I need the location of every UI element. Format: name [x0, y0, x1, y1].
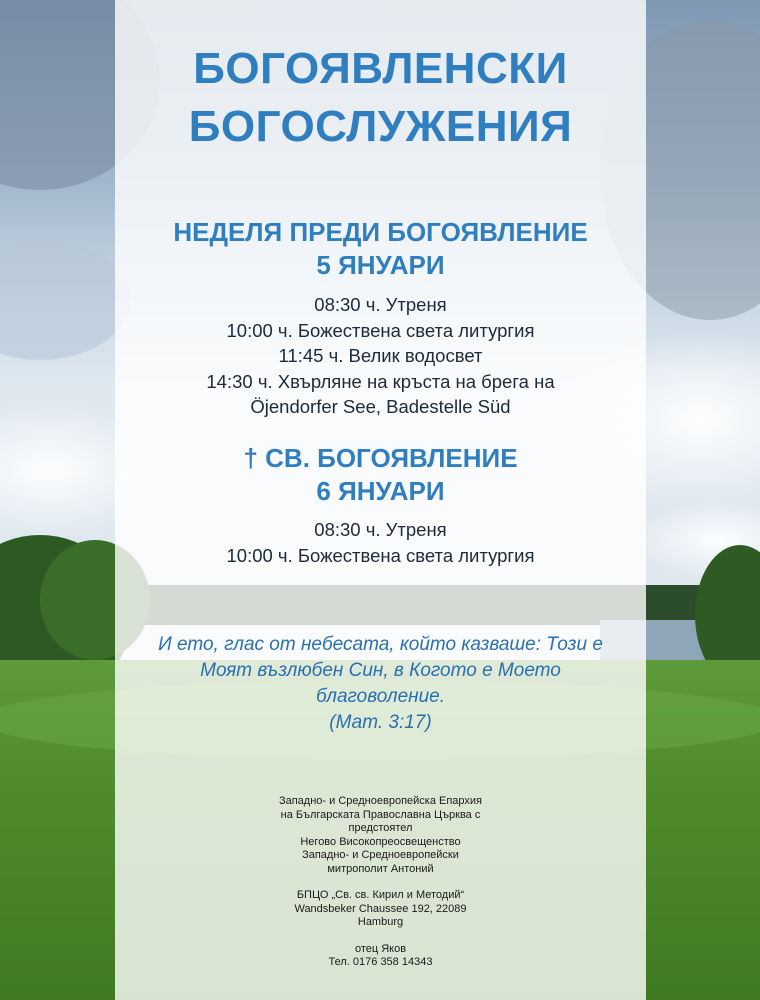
parish-line: БПЦО „Св. св. Кирил и Методий“: [296, 889, 465, 901]
priest-name: отец Яков: [354, 942, 407, 955]
parish-address-line: Wandsbeker Chaussee 192, 22089: [294, 902, 467, 915]
quote-line: Моят възлюбен Син, в Когото е Моето: [200, 660, 561, 681]
title-line: БОГОСЛУЖЕНИЯ: [188, 102, 573, 151]
diocese-line: Негово Високопреосвещенство: [300, 835, 461, 848]
spacer: [115, 876, 646, 889]
schedule-item: 08:30 ч. Утреня: [314, 294, 447, 315]
section-heading-theophany: [115, 442, 646, 508]
quote-reference: (Мат. 3:17): [329, 712, 432, 733]
section-heading-sunday: [115, 216, 646, 282]
spacer: [115, 930, 646, 943]
phone-number: Тел. 0176 358 14343: [328, 956, 433, 968]
diocese-line: Западно- и Средноевропейски: [302, 849, 459, 861]
title-line: БОГОЯВЛЕНСКИ: [193, 44, 568, 93]
schedule-item: 08:30 ч. Утреня: [314, 519, 447, 540]
section-heading-date: 6 ЯНУАРИ: [316, 476, 445, 506]
diocese-line: митрополит Антоний: [327, 862, 434, 875]
schedule-list-theophany: [115, 517, 646, 568]
footer-info: [115, 795, 646, 970]
parish-city-line: Hamburg: [357, 916, 404, 928]
page-title: [115, 40, 646, 156]
quote-line: благоволение.: [315, 686, 446, 707]
diocese-line: Западно- и Средноевропейска Епархия: [278, 795, 483, 807]
diocese-line: предстоятел: [348, 822, 413, 834]
schedule-item: 14:30 ч. Хвърляне на кръста на брега на: [206, 370, 555, 392]
quote-line: И ето, глас от небесата, който казваше: Този е: [158, 634, 603, 655]
scripture-quote: [115, 632, 646, 736]
diocese-line: на Българската Православна Църква с: [280, 808, 481, 821]
section-heading-date: 5 ЯНУАРИ: [316, 250, 445, 280]
section-heading-line: НЕДЕЛЯ ПРЕДИ БОГОЯВЛЕНИЕ: [173, 217, 588, 247]
schedule-list-sunday: [115, 292, 646, 420]
schedule-item: Öjendorfer See, Badestelle Süd: [250, 396, 511, 417]
schedule-item: 11:45 ч. Велик водосвет: [278, 345, 483, 366]
schedule-item: 10:00 ч. Божествена света литургия: [226, 544, 535, 566]
schedule-item: 10:00 ч. Божествена света литургия: [226, 319, 535, 341]
section-heading-line: † СВ. БОГОЯВЛЕНИЕ: [243, 443, 518, 473]
